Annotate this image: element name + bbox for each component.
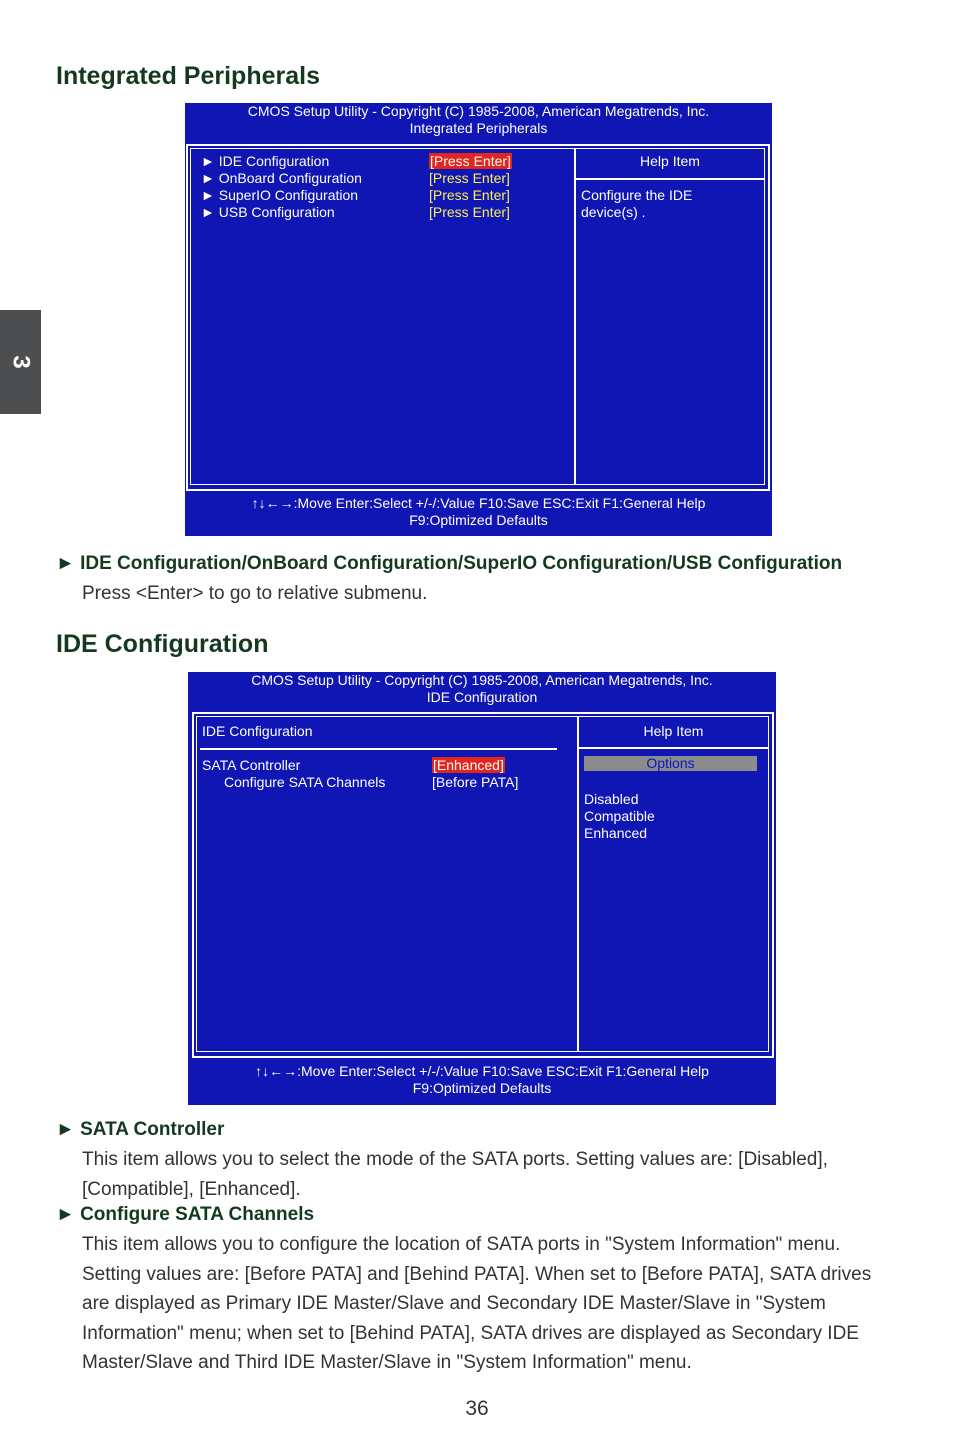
menu-value-usb-configuration: [Press Enter] — [429, 204, 510, 220]
menu-item-onboard-configuration[interactable] — [201, 170, 362, 187]
setting-value-configure-sata-channels: [Before PATA] — [432, 774, 519, 790]
menu-item-superio-configuration[interactable] — [201, 187, 358, 204]
chapter-number: 3 — [7, 355, 35, 369]
panel-title: IDE Configuration — [202, 723, 313, 739]
setting-value-sata-controller — [432, 757, 505, 774]
menu-value-superio-configuration: [Press Enter] — [429, 187, 510, 203]
setting-configure-sata-channels[interactable] — [224, 774, 385, 791]
help-text-line2: device(s) . — [581, 204, 646, 220]
bios-panel-divider — [577, 716, 579, 1052]
menu-value-onboard-configuration: [Press Enter] — [429, 170, 510, 186]
item-text-configurations: Press <Enter> to go to relative submenu. — [82, 583, 428, 604]
selected-value: [Enhanced] — [433, 757, 504, 773]
bios-screen-integrated-peripherals — [185, 103, 772, 536]
bios-footer-keys: ↑↓←→:Move Enter:Select +/-/:Value F10:Save ESC:Exit F1:General Help — [255, 1063, 709, 1079]
help-item-title: Help Item — [643, 723, 704, 739]
item-heading-configure-sata-channels: ► Configure SATA Channels — [56, 1204, 315, 1225]
help-text-line1: Configure the IDE — [581, 187, 693, 203]
help-item-title: Help Item — [640, 153, 700, 169]
bios-footer-keys: ↑↓←→:Move Enter:Select +/-/:Value F10:Save ESC:Exit F1:General Help — [251, 495, 706, 511]
item-text-sata-controller: This item allows you to select the mode of the SATA ports. Setting values are: [Disabled], [Compatible], [Enhanced]. — [82, 1149, 828, 1200]
menu-value-ide-configuration — [429, 153, 512, 170]
help-title-underline — [579, 747, 768, 749]
menu-item-usb-configuration[interactable] — [201, 204, 335, 221]
item-heading-configurations: ► IDE Configuration/OnBoard Configuration/SuperIO Configuration/USB Configuration — [56, 553, 843, 574]
bios-header-line2: Integrated Peripherals — [409, 120, 548, 136]
page-number: 36 — [465, 1397, 489, 1420]
bios-screen-ide-configuration — [188, 672, 776, 1105]
menu-item-label: ► IDE Configuration — [201, 153, 330, 169]
selected-value: [Press Enter] — [430, 153, 511, 169]
option-enhanced[interactable]: Enhanced — [584, 825, 648, 841]
item-heading-sata-controller: ► SATA Controller — [56, 1119, 225, 1140]
item-text-configure-sata-channels: This item allows you to configure the location of SATA ports in "System Information" menu. Setting values are: [Before PATA] and [Behind PATA]. When set to [Before PATA], SATA drives are displayed as Primary IDE Master/Slave and Secondary IDE Master/Slave in "System Information" menu; when set to [Behind PATA], SATA drives are displayed as Secondary IDE Master/Slave and Third IDE Master/Slave in "System Information" menu. — [82, 1234, 872, 1373]
menu-item-label: ► SuperIO Configuration — [201, 187, 359, 203]
menu-item-ide-configuration[interactable] — [201, 153, 329, 170]
section-heading-integrated-peripherals: Integrated Peripherals — [56, 62, 320, 90]
panel-title-underline — [200, 748, 557, 750]
option-compatible[interactable]: Compatible — [584, 808, 655, 824]
setting-label: SATA Controller — [202, 757, 301, 773]
help-title-underline — [576, 178, 764, 180]
menu-item-label: ► OnBoard Configuration — [201, 170, 362, 186]
bios-footer-defaults: F9:Optimized Defaults — [409, 512, 548, 528]
menu-item-label: ► USB Configuration — [201, 204, 335, 220]
setting-label: Configure SATA Channels — [224, 774, 386, 790]
setting-sata-controller[interactable] — [202, 757, 300, 774]
bios-header-line2: IDE Configuration — [426, 689, 538, 705]
bios-panel-divider — [574, 148, 576, 485]
section-heading-ide-configuration: IDE Configuration — [56, 630, 269, 658]
options-bar: Options — [584, 756, 757, 771]
option-disabled[interactable]: Disabled — [584, 791, 639, 807]
bios-header-line1: CMOS Setup Utility - Copyright (C) 1985-2008, American Megatrends, Inc. — [251, 672, 713, 688]
bios-footer-defaults: F9:Optimized Defaults — [412, 1080, 552, 1096]
chapter-tab — [0, 310, 41, 414]
bios-header-line1: CMOS Setup Utility - Copyright (C) 1985-2008, American Megatrends, Inc. — [247, 103, 710, 119]
